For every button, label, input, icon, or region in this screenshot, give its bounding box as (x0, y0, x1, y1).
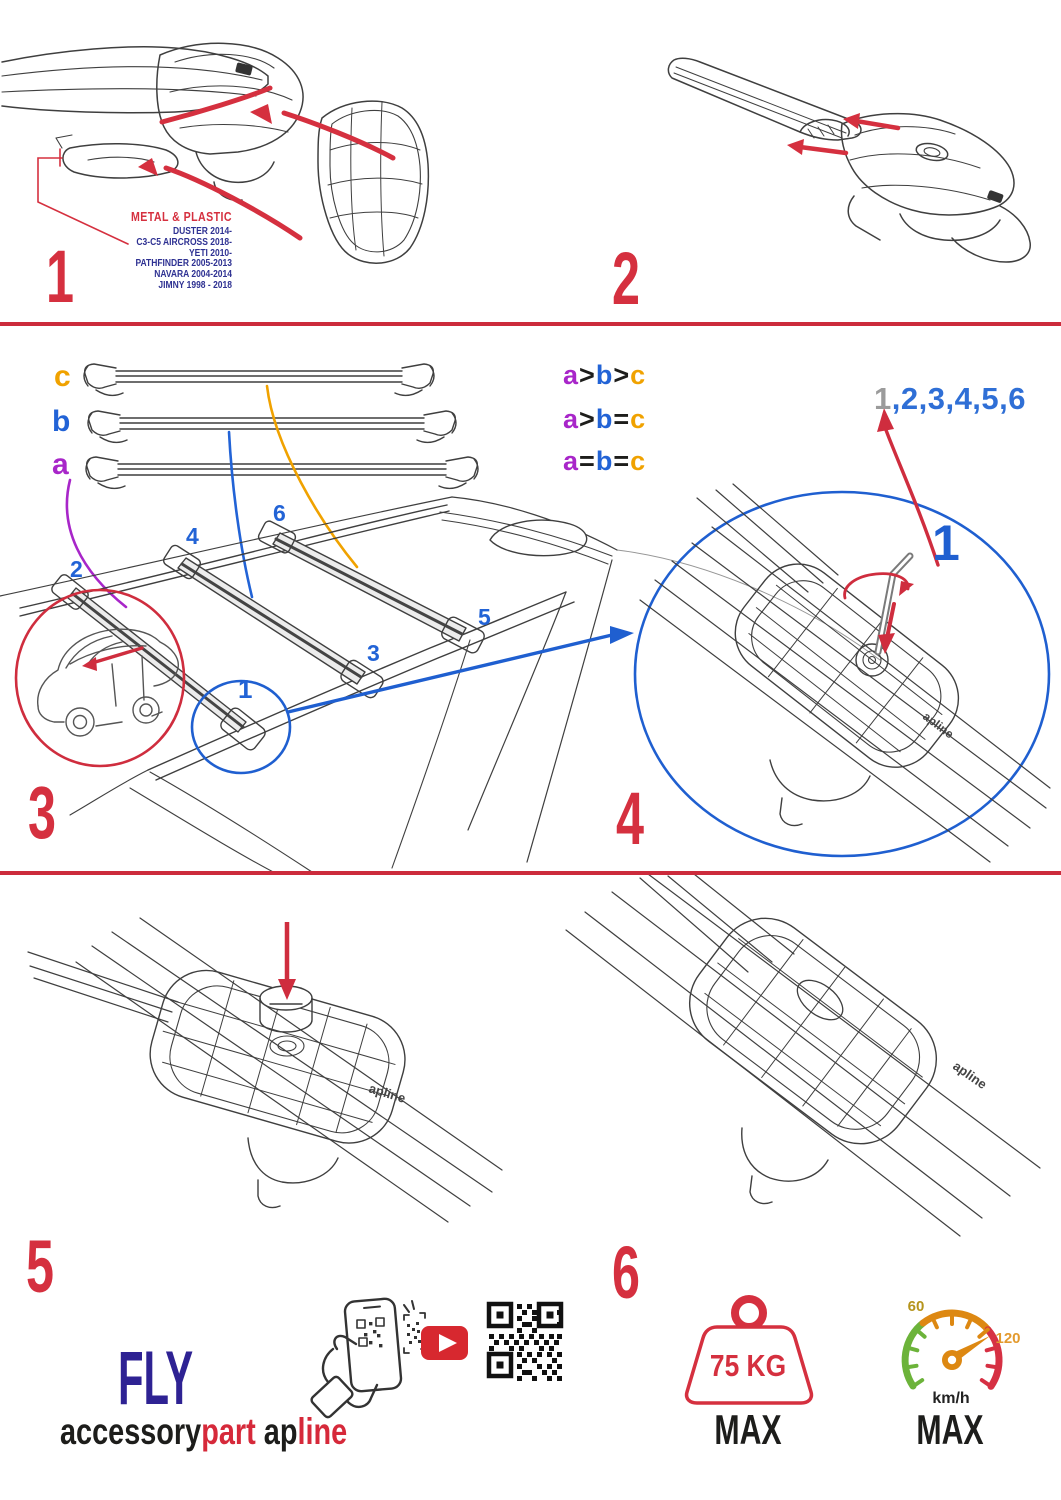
step2-bar-drawing (668, 58, 1030, 262)
model-line: DUSTER 2014- (172, 226, 232, 237)
step5-knob-drawing (28, 918, 502, 1222)
roof-position-3: 3 (367, 640, 380, 666)
length-rule-2: a>b=c (563, 404, 647, 434)
bar-label-c: c (54, 360, 71, 393)
phone-qr-icon (310, 1298, 426, 1419)
step-number-2: 2 (612, 237, 640, 320)
speed-unit-label: km/h (932, 1390, 970, 1407)
fly-model-logo: FLY (118, 1336, 194, 1421)
roof-position-6: 6 (273, 500, 286, 526)
speedometer-icon (905, 1313, 999, 1386)
roof-position-1: 1 (238, 674, 253, 704)
brand-mark-step5: apline (367, 1080, 408, 1106)
max-weight-label: MAX (714, 1406, 782, 1453)
speed-tick-60: 60 (907, 1298, 925, 1315)
max-speed-label: MAX (916, 1406, 984, 1453)
roof-position-5: 5 (478, 604, 491, 630)
step-number-4: 4 (616, 777, 644, 860)
model-line: NAVARA 2004-2014 (154, 269, 232, 281)
step3-bars (84, 364, 478, 488)
section-divider-1 (0, 322, 1061, 326)
speed-tick-120: 120 (995, 1330, 1021, 1347)
step-number-6: 6 (612, 1231, 640, 1314)
zoom-arrowhead (610, 626, 634, 644)
step4-detail-drawing (635, 408, 1050, 862)
direction-arrowhead (82, 657, 97, 671)
youtube-icon (421, 1326, 468, 1360)
brand-mark-step4: apline (920, 709, 957, 742)
qr-code-icon (489, 1304, 562, 1381)
detail-position-number: 1 (932, 515, 960, 571)
accessorypart-apline-logo: accessorypart apline (60, 1411, 348, 1452)
brand-patch (235, 62, 253, 76)
step-number-5: 5 (26, 1225, 54, 1308)
length-rule-1: a>b>c (563, 360, 647, 390)
step6-closed-drawing (566, 874, 1040, 1236)
step4-red-arrows (845, 408, 938, 654)
bar-label-b: b (52, 405, 71, 438)
step3-highlight (192, 626, 634, 773)
tighten-sequence: 1,2,3,4,5,6 (874, 381, 1027, 416)
roof-position-4: 4 (186, 523, 199, 549)
length-rule-3: a=b=c (563, 446, 647, 476)
step-number-1: 1 (46, 235, 74, 318)
section-divider-2 (0, 871, 1061, 875)
brand-mark-step6: apline (950, 1058, 990, 1093)
vehicle-model-list (105, 227, 233, 292)
model-line: JIMNY 1998 - 2018 (158, 279, 232, 291)
step3-roof-drawing (0, 497, 880, 874)
bar-label-a: a (52, 448, 69, 481)
roof-position-2: 2 (70, 556, 83, 582)
brand-patch (987, 190, 1004, 204)
material-label: METAL & PLASTIC (130, 210, 232, 224)
model-line: PATHFINDER 2005-2013 (135, 258, 232, 270)
max-weight-value: 75 KG (709, 1348, 787, 1383)
model-line: YETI 2010- (188, 247, 232, 259)
step-number-3: 3 (28, 771, 56, 854)
model-line: C3-C5 AIRCROSS 2018- (136, 236, 232, 248)
